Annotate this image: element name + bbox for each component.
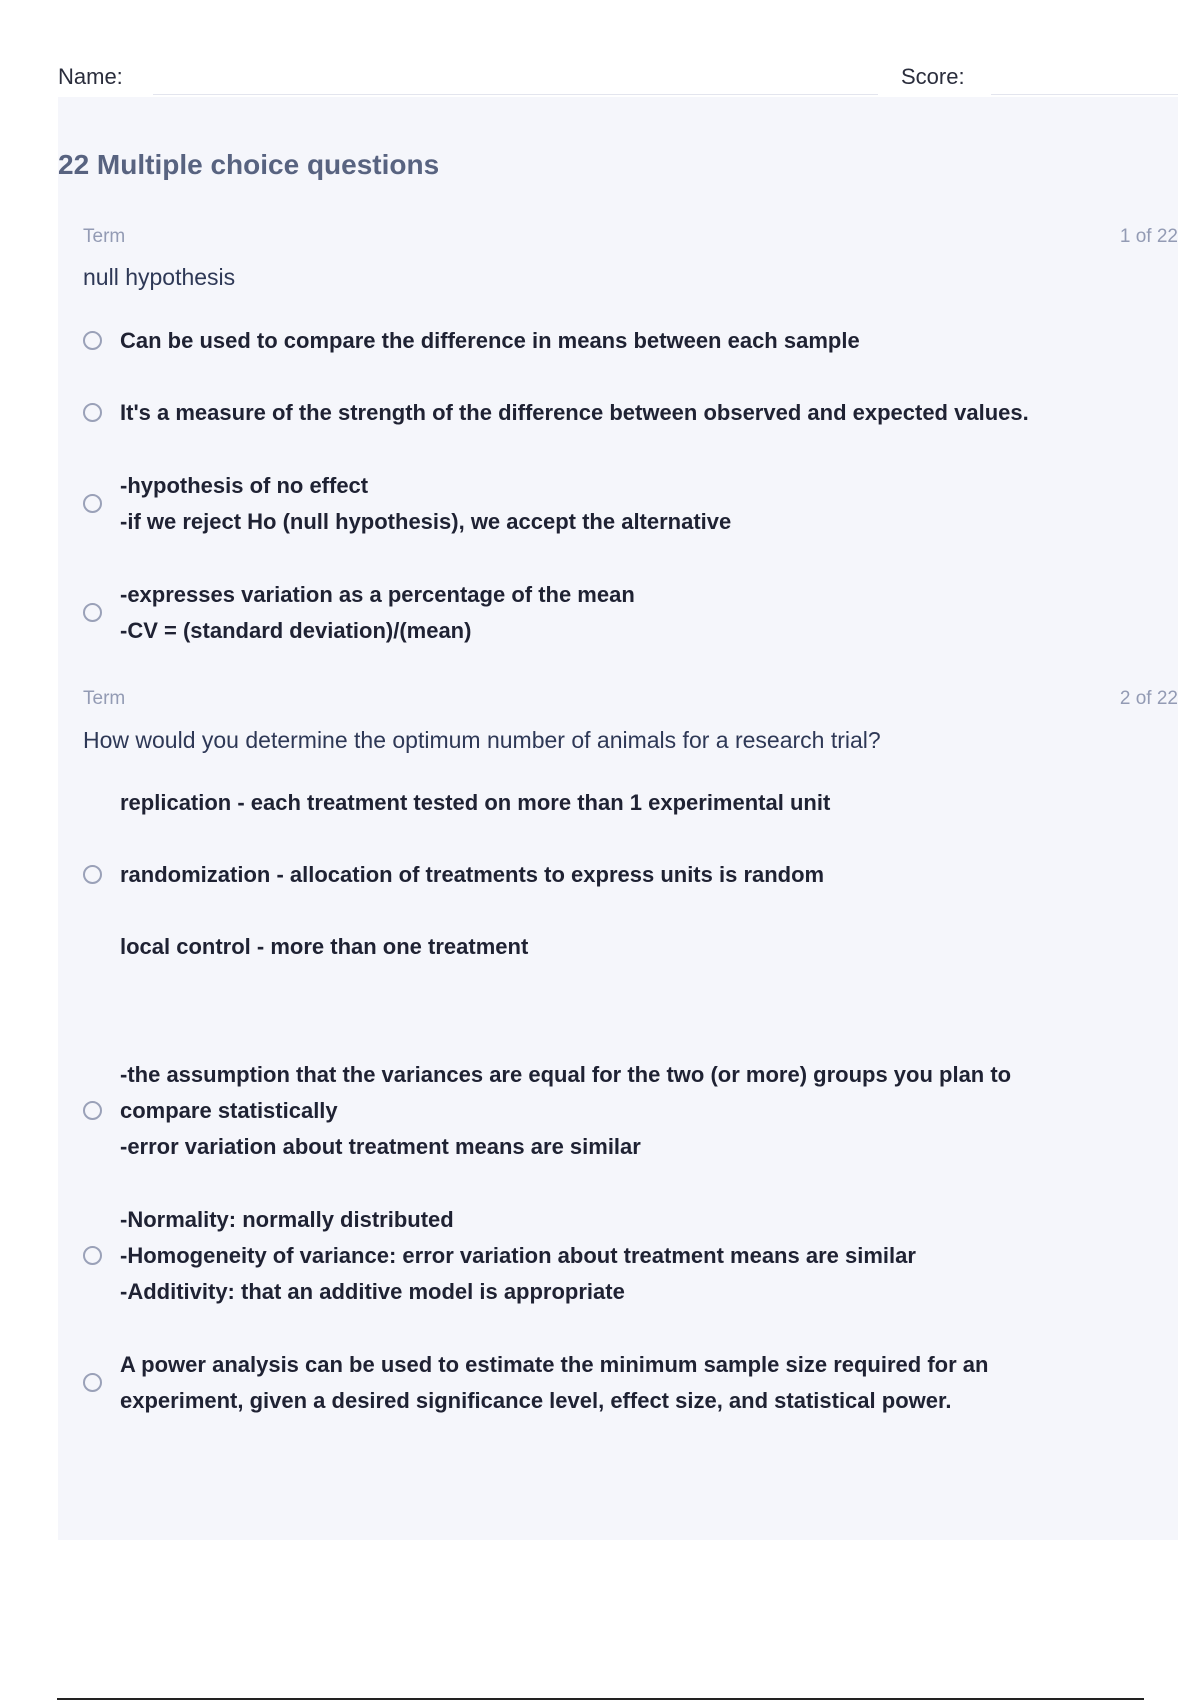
radio-button-icon[interactable] xyxy=(83,331,102,350)
term-label: Term xyxy=(83,688,126,709)
radio-button-icon[interactable] xyxy=(83,494,102,513)
option-text: -expresses variation as a percentage of the mean -CV = (standard deviation)/(mean) xyxy=(120,582,635,643)
radio-button-icon[interactable] xyxy=(83,1246,102,1265)
term-label: Term xyxy=(83,226,126,247)
radio-button-icon[interactable] xyxy=(83,403,102,422)
option-text: -the assumption that the variances are equal for the two (or more) groups you plan to compare statistically -error variation about treatment means are similar xyxy=(120,1062,1012,1159)
radio-button-icon[interactable] xyxy=(83,1373,102,1392)
question-counter: 2 of 22 xyxy=(1119,688,1178,709)
option-text: A power analysis can be used to estimate the minimum sample size required for an experiment, given a desired significance level, effect size, and statistical power. xyxy=(120,1352,989,1413)
radio-button-icon[interactable] xyxy=(83,1101,102,1120)
radio-button-icon[interactable] xyxy=(83,865,102,884)
option-text: -Normality: normally distributed -Homogeneity of variance: error variation about treatment means are similar -Additivity: that an additive model is appropriate xyxy=(120,1207,916,1304)
question-counter: 1 of 22 xyxy=(1119,226,1178,247)
section-title: 22 Multiple choice questions xyxy=(58,149,440,180)
option-text: -hypothesis of no effect -if we reject Ho (null hypothesis), we accept the alternative xyxy=(120,473,732,534)
name-field[interactable] xyxy=(153,94,878,95)
option-text: Can be used to compare the difference in means between each sample xyxy=(120,328,860,353)
question-prompt: How would you determine the optimum number of animals for a research trial? xyxy=(83,727,881,753)
question-prompt: null hypothesis xyxy=(83,264,236,290)
score-label: Score: xyxy=(901,64,965,89)
option-text: It's a measure of the strength of the difference between observed and expected values. xyxy=(120,400,1029,425)
option-text: replication - each treatment tested on more than 1 experimental unit randomization - allocation of treatments to express units is random local control - more than one treatment xyxy=(120,790,831,959)
name-label: Name: xyxy=(58,64,123,89)
header-row xyxy=(58,57,1178,97)
score-field[interactable] xyxy=(991,94,1178,95)
worksheet xyxy=(58,57,1178,1540)
radio-button-icon[interactable] xyxy=(83,603,102,622)
